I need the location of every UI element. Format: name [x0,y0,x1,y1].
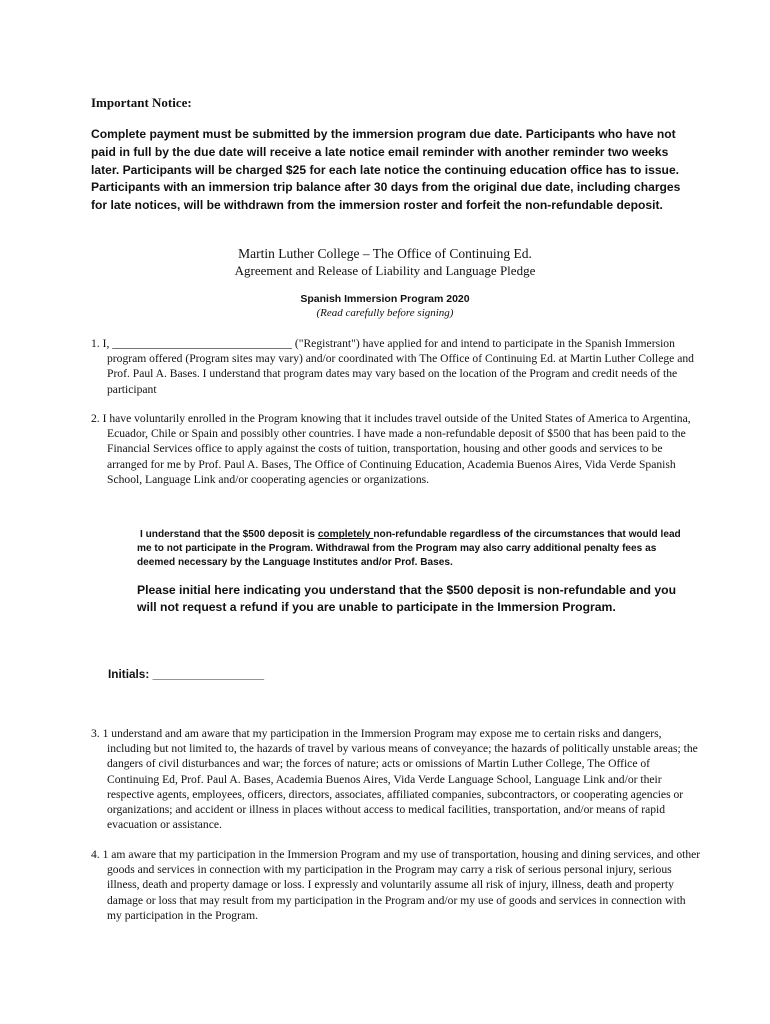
deposit-text-before: I understand that the $500 deposit is [140,529,318,540]
clause-3: 3. 1 understand and am aware that my participation in the Immersion Program may expose me to certain risks and dangers, including but not limited to, the hazards of travel by various means of conveyance; the hazards of politically unstable areas; the dangers of civil disturbances and war; the forces of nature; acts or omissions of Martin Luther College, The Office of Continuing Ed, Prof. Paul A. Bases, Academia Buenos Aires, Vida Verde Language School, Language Link and/or their respective agents, employees, officers, directors, associates, affiliated companies, subcontractors, or cooperating agencies or organizations; and accident or illness in places without access to medical facilities, transportation, and/or means of rapid evacuation or assistance. [91,727,698,832]
deposit-statement [137,528,697,570]
deposit-text-after: non-refundable regardless of the circumstances that would lead me to not participate in the Program. Withdrawal from the Program may also carry additional penalty fees as deemed necessary by the Language Institutes and/or Prof. Bases. [137,529,681,568]
clause-4: 4. 1 am aware that my participation in the Immersion Program and my use of transportation, housing and dining services, and other goods and services in connection with my participation in the Program may carry a risk of serious personal injury, serious illness, death and property damage or loss. I expressly and voluntarily assume all risk of injury, illness, death and property damage or loss that may result from my participation in the Program and/or my use of goods and services in connection with my participation in the Program. [91,848,701,922]
program-title: Spanish Immersion Program 2020 [300,293,470,305]
read-carefully-note: (Read carefully before signing) [316,307,454,319]
deposit-text-underlined: completely [317,529,374,540]
initials-field[interactable]: Initials: _________________ [108,667,265,681]
initial-instruction: Please initial here indicating you understand that the $500 deposit is non-refundable and you will not request a refund if you are unable to participate in the Immersion Program. [137,583,677,614]
clause-1: 1. I, _______________________________ ("Registrant") have applied for and intend to participate in the Spanish Immersion program offered (Program sites may vary) and/or coordinated with The Office of Continuing Ed. at Martin Luther College and Prof. Paul A. Bases. I understand that program dates may vary based on the location of the Program and credit needs of the participant [91,337,694,396]
agreement-heading: Agreement and Release of Liability and Language Pledge [234,263,536,278]
clause-2: 2. I have voluntarily enrolled in the Program knowing that it includes travel outside of the United States of America to Argentina, Ecuador, Chile or Spain and possibly other countries. I have made a non-refundable deposit of $500 that has been paid to the Financial Services office to apply against the costs of tuition, transportation, housing and other goods and services to be arranged for me by Prof. Paul A. Bases, The Office of Continuing Education, Academia Buenos Aires, Vida Verde Spanish School, Language Link and/or cooperating agencies or organizations. [91,412,691,486]
college-heading: Martin Luther College – The Office of Continuing Ed. [238,246,532,261]
notice-body: Complete payment must be submitted by the immersion program due date. Participants who have not paid in full by the due date will receive a late notice email reminder with another reminder two weeks later. Participants will be charged $25 for each late notice the continuing education office has to issue. Participants with an immersion trip balance after 30 days from the original due date, including charges for late notices, will be withdrawn from the immersion roster and forfeit the non-refundable deposit. [91,127,681,213]
notice-title: Important Notice: [91,95,192,110]
